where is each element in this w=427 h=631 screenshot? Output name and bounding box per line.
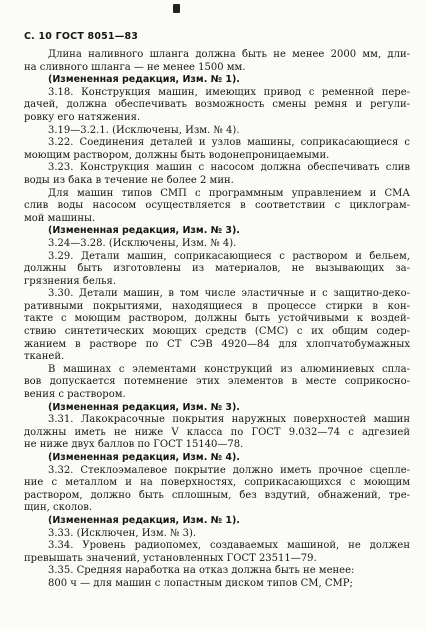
document-body: [24, 49, 410, 591]
text-line: ние с металлом и на поверхностях, соприкасающихся с моющим: [24, 477, 410, 489]
page-header: С. 10 ГОСТ 8051—83: [24, 31, 139, 42]
text-line: раствором, должно быть сплошным, без вздутий, обнажений, тре-: [24, 489, 410, 501]
text-line: 3.30. Детали машин, в том числе эластичные и с защитно-деко-: [48, 288, 410, 300]
text-line: 3.29. Детали машин, соприкасающиеся с раствором и бельем,: [48, 250, 410, 262]
text-line: 3.33. (Исключен, Изм. № 3).: [48, 527, 197, 539]
text-line: мой машины.: [24, 212, 96, 224]
text-line: 3.18. Конструкция машин, имеющих привод с ременной пере-: [48, 86, 410, 98]
text-line: 3.24—3.28. (Исключены, Изм. № 4).: [48, 237, 237, 249]
text-line: моющим раствором, должны быть водонепроницаемыми.: [24, 149, 330, 161]
amendment-note: (Измененная редакция, Изм. № 3).: [48, 401, 240, 413]
text-line: 800 ч — для машин с лопастным диском типов СМ, СМР;: [48, 577, 353, 589]
text-line: 3.35. Средняя наработка на отказ должна быть не менее:: [48, 565, 355, 577]
text-line: 3.22. Соединения деталей и узлов машины, соприкасающиеся с: [48, 137, 410, 149]
text-line: 3.23. Конструкция машин с насосом должна обеспечивать слив: [48, 162, 410, 174]
amendment-note: (Измененная редакция, Изм. № 1).: [48, 74, 240, 86]
text-line: превышать значений, установленных ГОСТ 23511—79.: [24, 552, 317, 564]
text-line: не ниже двух баллов по ГОСТ 15140—78.: [24, 439, 244, 451]
text-line: ровку его натяжения.: [24, 111, 141, 123]
text-line: В машинах с элементами конструкций из алюминиевых спла-: [48, 363, 410, 375]
text-line: ствию синтетических моющих средств (СМС) с их общим содер-: [24, 326, 410, 338]
amendment-note: (Измененная редакция, Изм. № 3).: [48, 225, 240, 237]
text-line: должны иметь не ниже V класса по ГОСТ 9.032—74 с адгезией: [24, 426, 410, 438]
amendment-note: (Измененная редакция, Изм. № 4).: [48, 452, 240, 463]
text-line: тканей.: [24, 351, 65, 363]
text-line: 3.19—3.2.1. (Исключены, Изм. № 4).: [48, 124, 240, 136]
amendment-note: (Измененная редакция, Изм. № 1).: [48, 514, 240, 526]
text-line: 3.32. Стеклоэмалевое покрытие должно иметь прочное сцепле-: [48, 464, 410, 476]
text-line: 3.34. Уровень радиопомех, создаваемых машиной, не должен: [48, 540, 410, 552]
text-line: должны быть изготовлены из материалов, не вызывающих за-: [24, 263, 410, 275]
scan-mark: [173, 4, 180, 13]
text-line: грязнения белья.: [24, 275, 117, 287]
text-line: ративными покрытиями, находящиеся в процессе стирки в кон-: [24, 300, 410, 312]
text-line: такте с моющим раствором, должны быть устойчивыми к воздей-: [24, 313, 410, 325]
text-line: вения с раствором.: [24, 389, 126, 401]
text-line: щин, сколов.: [24, 502, 93, 514]
text-line: на сливного шланга — не менее 1500 мм.: [24, 61, 246, 73]
text-line: слив воды насосом осуществляется в соответствии с циклограм-: [24, 200, 410, 212]
text-line: вов допускается потемнение этих элементов в месте соприкосно-: [24, 376, 410, 388]
text-line: Длина наливного шланга должна быть не менее 2000 мм, дли-: [48, 49, 410, 60]
text-line: 3.31. Лакокрасочные покрытия наружных поверхностей машин: [48, 414, 410, 426]
text-line: жанием в растворе по СТ СЭВ 4920—84 для хлопчатобумажных: [24, 338, 410, 350]
text-line: воды из бака в течение не более 2 мин.: [24, 174, 234, 186]
text-line: Для машин типов СМП с программным управлением и СМА: [48, 187, 410, 199]
text-line: дачей, должна обеспечивать возможность смены ремня и регули-: [24, 99, 410, 111]
